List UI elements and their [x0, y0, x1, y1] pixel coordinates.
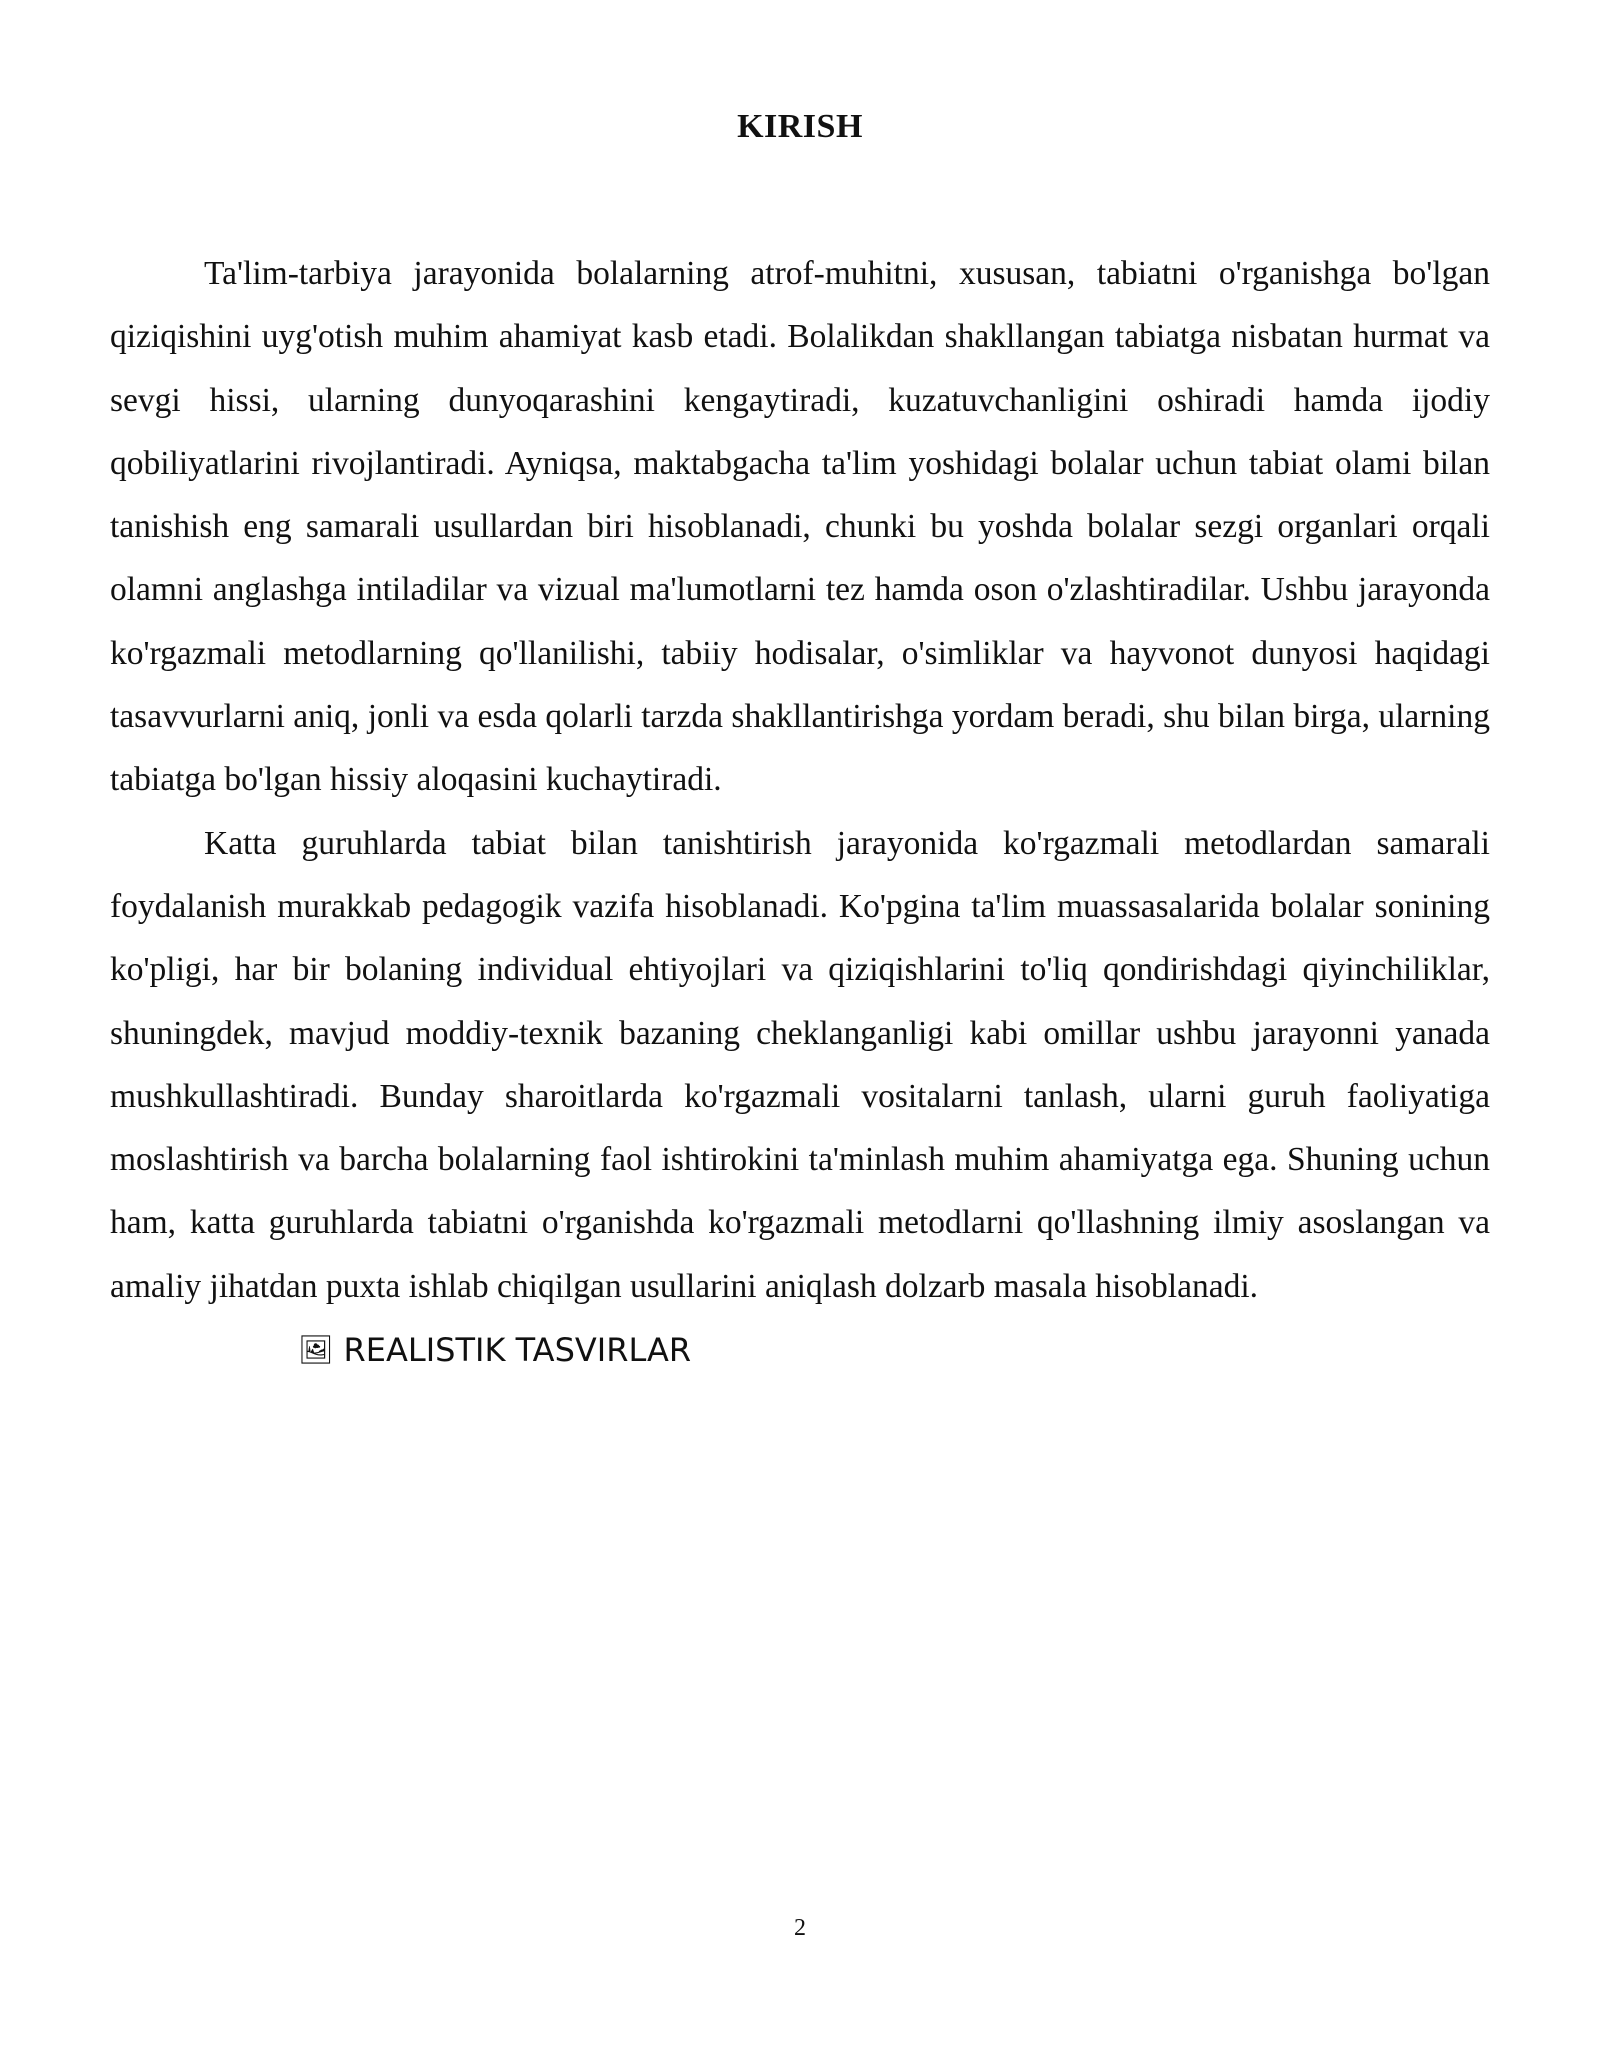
section-label-text: REALISTIK TASVIRLAR [343, 1331, 692, 1370]
body-text [110, 242, 1490, 1382]
page-title: KIRISH [737, 108, 863, 145]
framed-picture-icon: 🖼 [298, 1333, 334, 1367]
page-number: 2 [794, 1915, 806, 1941]
paragraph-2: Katta guruhlarda tabiat bilan tanishtirish jarayonida ko'rgazmali metodlardan samarali foydalanish murakkab pedagogik vazifa hisoblanadi. Ko'pgina ta'lim muassasalarida bolalar sonining ko'pligi, har bir bolaning individual ehtiyojlari va qiziqishlarini to'liq qondirishdagi qiyinchiliklar, shuningdek, mavjud moddiy-texnik bazaning cheklanganligi kabi omillar ushbu jarayonni yanada mushkullashtiradi. Bunday sharoitlarda ko'rgazmali vositalarni tanlash, ularni guruh faoliyatiga moslashtirish va barcha bolalarning faol ishtirokini ta'minlash muhim ahamiyatga ega. Shuning uchun ham, katta guruhlarda tabiatni o'rganishda ko'rgazmali metodlarni qo'llashning ilmiy asoslangan va amaliy jihatdan puxta ishlab chiqilgan usullarini aniqlash dolzarb masala hisoblanadi. [110, 824, 1490, 1305]
section-label [110, 1318, 1490, 1382]
paragraph-1: Ta'lim-tarbiya jarayonida bolalarning atrof-muhitni, xususan, tabiatni o'rganishga bo'lgan qiziqishini uyg'otish muhim ahamiyat kasb etadi. Bolalikdan shakllangan tabiatga nisbatan hurmat va sevgi hissi, ularning dunyoqarashini kengaytiradi, kuzatuvchanligini oshiradi hamda ijodiy qobiliyatlarini rivojlantiradi. Ayniqsa, maktabgacha ta'lim yoshidagi bolalar uchun tabiat olami bilan tanishish eng samarali usullardan biri hisoblanadi, chunki bu yoshda bolalar sezgi organlari orqali olamni anglashga intiladilar va vizual ma'lumotlarni tez hamda oson o'zlashtiradilar. Ushbu jarayonda ko'rgazmali metodlarning qo'llanilishi, tabiiy hodisalar, o'simliklar va hayvonot dunyosi haqidagi tasavvurlarni aniq, jonli va esda qolarli tarzda shakllantirishga yordam beradi, shu bilan birga, ularning tabiatga bo'lgan hissiy aloqasini kuchaytiradi. [110, 255, 1490, 799]
